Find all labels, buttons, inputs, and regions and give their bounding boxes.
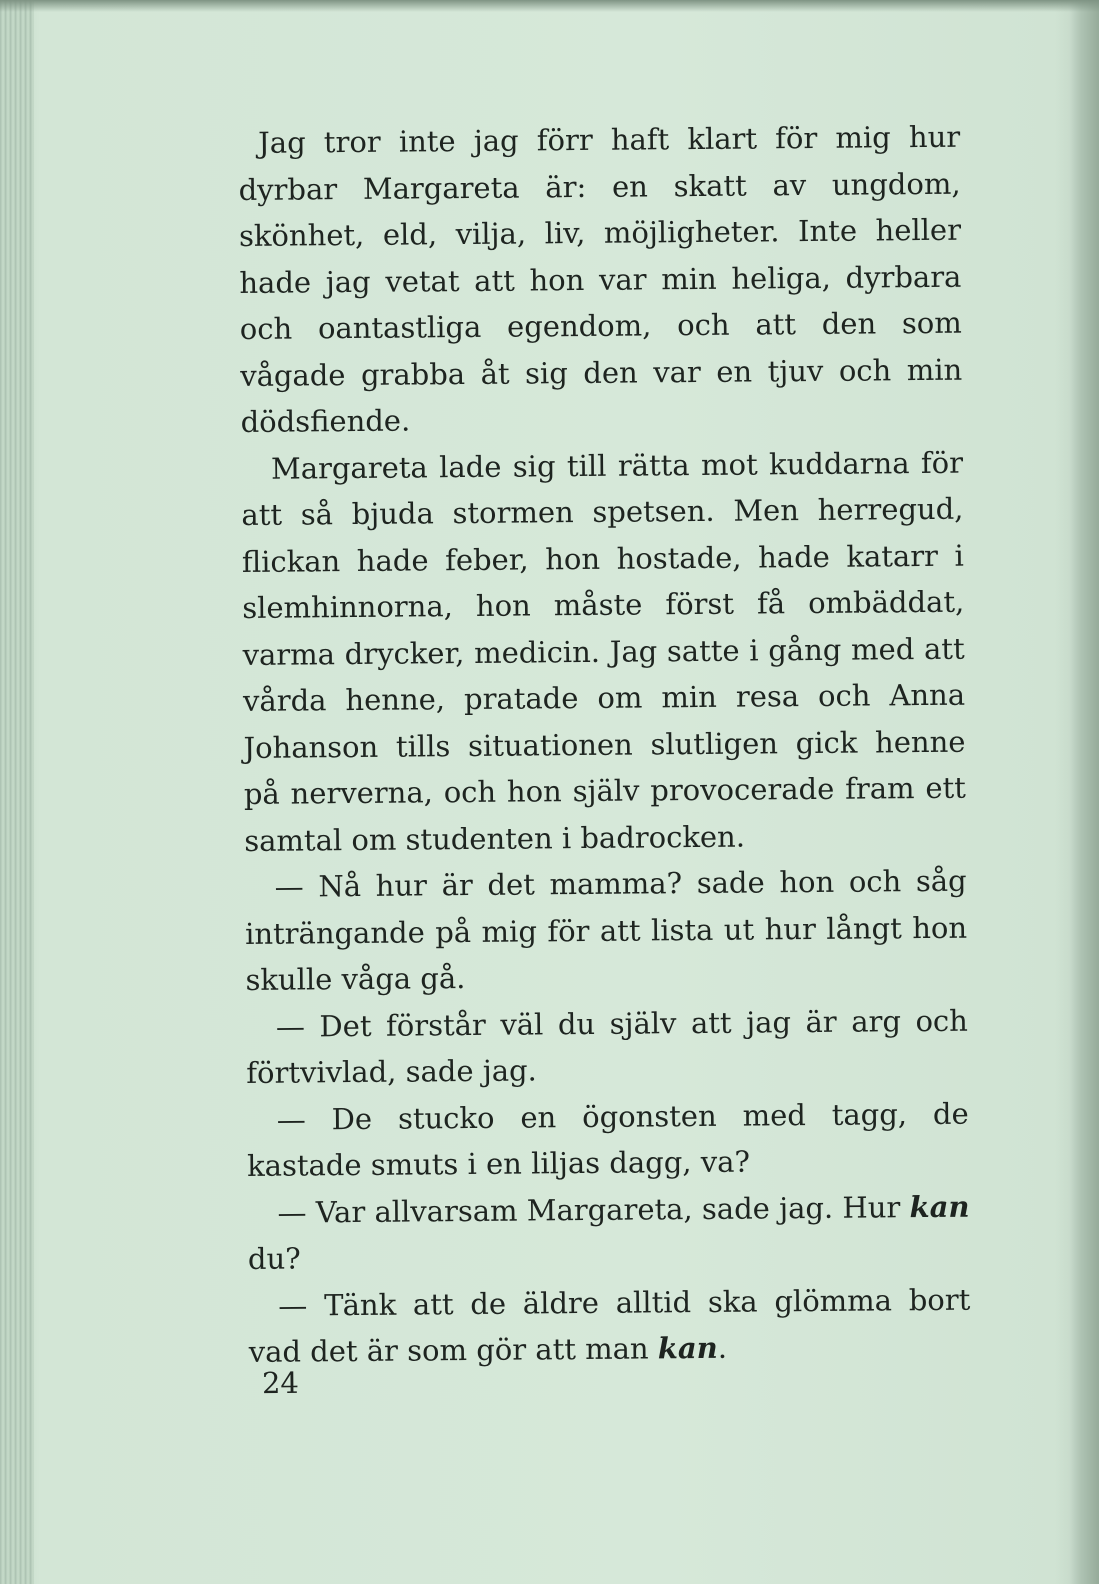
page-top-shadow [0,0,1099,12]
dialogue-text: du? [247,1241,301,1276]
page-stack-left-edge [0,0,34,1584]
dialogue-line: — Det förstår väl du själv att jag är arg och förtvivlad, sade jag. [246,1003,969,1090]
paragraph: Jag tror inte jag förr haft klart för mig hur dyrbar Margareta är: en skatt av ungdom, skönhet, eld, vilja, liv, möjligheter. Inte heller hade jag vetat att hon var min heliga, dyrbara och oantastliga egendom, och att den som vågade grabba åt sig den var en tjuv och min dödsfiende. [238,119,963,439]
dialogue-line [247,1183,970,1282]
dialogue-text: — Tänk att de äldre alltid ska glömma bort vad det är som gör att man [248,1282,971,1369]
dialogue-text: . [717,1330,728,1365]
emphasized-word: kan [909,1189,970,1224]
body-text [238,114,971,1376]
emphasized-word: kan [657,1330,718,1366]
paragraph: Margareta lade sig till rätta mot kuddarna för att så bjuda stormen spetsen. Men herregud, flickan hade feber, hon hostade, hade katarr i slemhinnorna, hon måste först få ombäddat, varma drycker, medicin. Jag satte i gång med att vårda henne, pratade om min resa och Anna Johanson tills situationen slutligen gick henne på nerverna, och hon själv provocerade fram ett samtal om studenten i badrocken. [241,445,967,858]
dialogue-line [248,1276,971,1375]
dialogue-line: — De stucko en ögonsten med tagg, de kastade smuts i en liljas dagg, va? [246,1096,969,1183]
page-number: 24 [261,1365,300,1401]
page-right-edge [1069,0,1099,1584]
dialogue-line: — Nå hur är det mamma? sade hon och såg inträngande på mig för att lista ut hur långt hon skulle våga gå. [244,863,968,997]
dialogue-text: — Var allvarsam Margareta, sade jag. Hur [277,1189,901,1230]
